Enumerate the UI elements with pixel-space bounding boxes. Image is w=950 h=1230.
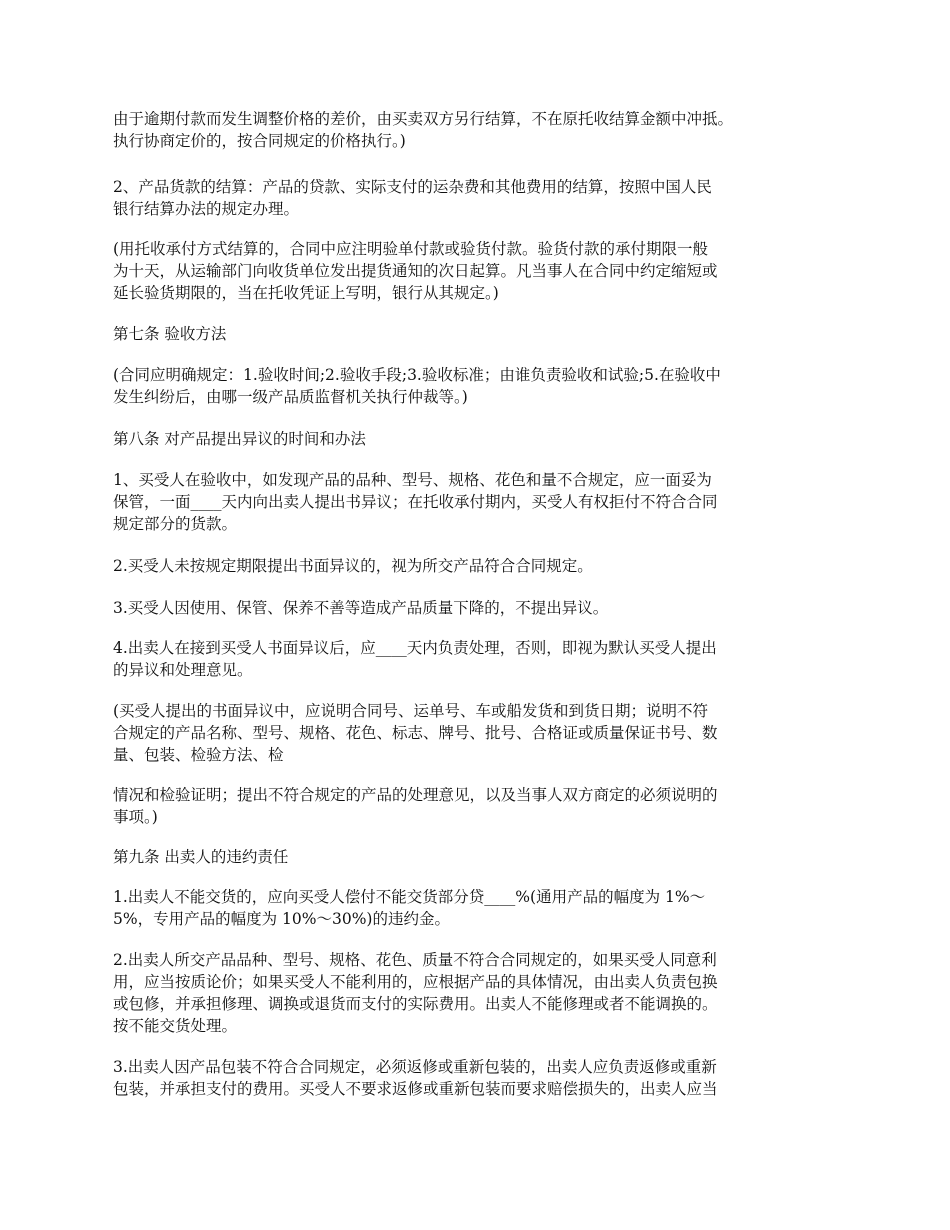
paragraph-inspection-terms: (合同应明确规定：1.验收时间;2.验收手段;3.验收标准；由谁负责验收和试验;5.在验收中 发生纠纷后，由哪一级产品质监督机关执行仲裁等。) [113,366,721,406]
paragraph-liability-3: 3.出卖人因产品包装不符合合同规定，必须返修或重新包装的，出卖人应负责返修或重新 包装，并承担支付的费用。买受人不要求返修或重新包装而要求赔偿损失的，出卖人应当 [113,1058,718,1098]
heading-article-8: 第八条 对产品提出异议的时间和办法 [113,430,366,448]
paragraph-objection-4: 4.出卖人在接到买受人书面异议后，应____天内负责处理，否则，即视为默认买受人提出 的异议和处理意见。 [113,639,717,679]
paragraph-inspection-proof: 情况和检验证明；提出不符合规定的产品的处理意见，以及当事人双方商定的必须说明的 事项。) [113,786,718,826]
paragraph-objection-details: (买受人提出的书面异议中，应说明合同号、运单号、车或船发货和到货日期；说明不符 合规定的产品名称、型号、规格、花色、标志、牌号、批号、合格证或质量保证书号、数 量、包装、检验方法、检 [113,702,718,764]
paragraph-overdue-payment: 由于逾期付款而发生调整价格的差价，由买卖双方另行结算，不在原托收结算金额中冲抵。 执行协商定价的，按合同规定的价格执行。) [113,110,734,150]
heading-article-9: 第九条 出卖人的违约责任 [113,848,289,866]
paragraph-collection-acceptance: (用托收承付方式结算的，合同中应注明验单付款或验货付款。验货付款的承付期限一般 为十天，从运输部门向收货单位发出提货通知的次日起算。凡当事人在合同中约定缩短或 延长验货期限的，当在托收凭证上写明，银行从其规定。) [113,240,718,302]
paragraph-liability-1: 1.出卖人不能交货的，应向买受人偿付不能交货部分贷____%(通用产品的幅度为 1%～ 5%，专用产品的幅度为 10%～30%)的违约金。 [113,888,706,928]
heading-article-7: 第七条 验收方法 [113,325,227,343]
paragraph-liability-2: 2.出卖人所交产品品种、型号、规格、花色、质量不符合合同规定的，如果买受人同意利 用，应当按质论价；如果买受人不能利用的，应根据产品的具体情况，由出卖人负责包换 或包修，并承担修理、调换或退货而支付的实际费用。出卖人不能修理或者不能调换的。 按不能交货处理。 [113,951,718,1035]
paragraph-payment-settlement: 2、产品货款的结算：产品的贷款、实际支付的运杂费和其他费用的结算，按照中国人民 银行结算办法的规定办理。 [113,178,712,218]
paragraph-objection-3: 3.买受人因使用、保管、保养不善等造成产品质量下降的，不提出异议。 [113,599,609,617]
paragraph-objection-2: 2.买受人未按规定期限提出书面异议的，视为所交产品符合合同规定。 [113,557,593,575]
paragraph-objection-1: 1、买受人在验收中，如发现产品的品种、型号、规格、花色和量不合规定，应一面妥为 保管，一面____天内向出卖人提出书异议；在托收承付期内，买受人有权拒付不符合合同 规定部分的货款。 [113,471,718,533]
